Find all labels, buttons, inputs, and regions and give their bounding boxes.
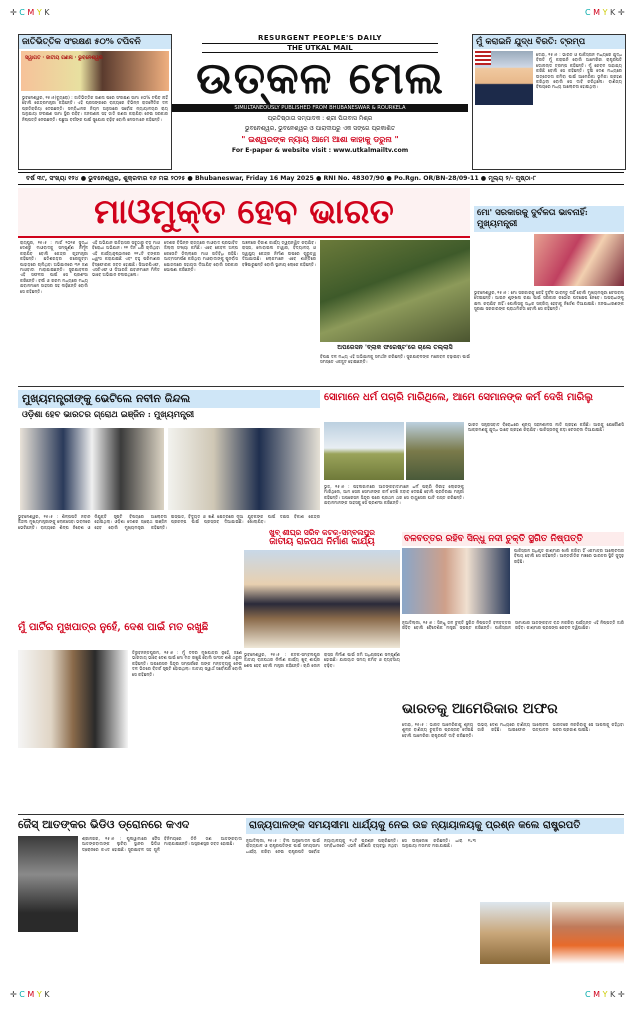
dateline-bar xyxy=(18,172,624,185)
divider-lower xyxy=(18,814,624,815)
registration-mark-bottom-right: C M Y K ✛ xyxy=(585,990,625,999)
america-story xyxy=(402,700,624,810)
masthead-odia-name: ଉତ୍କଳ ମେଲ xyxy=(196,53,444,104)
lead-photo xyxy=(320,240,470,342)
tharoor-body: ତିରୁବନନ୍ତପୁରମ, ୧୫।୫ : ମୁଁ ଦଳର ମୁଖପାତ୍ର ନୁହେଁ, ଜଣେ ଭାରତୀୟ ଭାବେ ଦେଶ ପାଇଁ ମୋ ମତ ରଖୁଛି ବୋଲି ସାଂସଦ ଶଶି ଥରୁର କହିଛନ୍ତି। ଅପରେସନ ସିନ୍ଦୂର ସମ୍ପର୍କରେ ତାଙ୍କ ମନ୍ତବ୍ୟକୁ ନେଇ ଦଳ ଭିତରେ ବିତର୍କ ସୃଷ୍ଟି ହୋଇଥିଲା। ଜାତୀୟ ସ୍ୱାର୍ଥ ସର୍ବୋପରି ବୋଲି ସେ କହିଛନ୍ତି। xyxy=(132,650,242,677)
army-photo-2 xyxy=(406,422,464,480)
registration-mark-top-right: C M Y K ✛ xyxy=(585,8,625,17)
dateline-price: ମୂଲ୍ୟ ୨/- ପୃଷ୍ଠା-୮ xyxy=(488,175,537,182)
right-top-body: ଦୋହା, ୧୫।୫ : ଭାରତ ଓ ପାକିସ୍ତାନ ମଧ୍ୟରେ ଯୁଦ୍ଧ ବିରତି ମୁଁ କରାଇନି ବୋଲି ଆମେରିକା ରାଷ୍ଟ୍ରପତି ଡୋନାଲ୍ଡ ଟ୍ରମ୍ପ କହିଛନ୍ତି। ମୁଁ କେବଳ ସାହାଯ୍ୟ କରିଛି ବୋଲି ସେ କହିଛନ୍ତି। ଦୁଇ ଦେଶ ମଧ୍ୟରେ ଉତ୍ତେଜନା କମିବା ପାଇଁ ଆମେରିକା ଭୂମିକା ଗ୍ରହଣ କରିଥିଲା ବୋଲି ସେ ଦାବି କରିଥିଲେ। ବାଣିଜ୍ୟ ବିଷୟରେ ମଧ୍ୟ ଆଲୋଚନା ହୋଇଥିଲା। xyxy=(536,52,622,90)
lead-col-1: ରାୟପୁର, ୧୫।୫ : ମାର୍ଚ୍ଚ ୨୦୨୬ ସୁଦ୍ଧା ଦେଶରୁ ମାଓବାଦକୁ ସମ୍ପୂର୍ଣ୍ଣ ନିର୍ମୂଳ କରାଯିବ ବୋଲି କେନ୍ଦ୍ର ଗୃହମନ୍ତ୍ରୀ କହିଛନ୍ତି। ଛତିଶଗଡ଼ର କରେଗୁଟ୍ଟା ପାହାଡ଼ରେ ଚାଲିଥିବା ଅଭିଯାନରେ ୩୧ ଜଣ ମାଓବାଦୀ ମାରାଯାଇଛନ୍ତି। ସୁରକ୍ଷାବଳର ଏହି ସଫଳତା ପାଇଁ ସେ ପ୍ରଶଂସା କରିଛନ୍ତି। ବର୍ଷା ଓ ଗରମ ମଧ୍ୟରେ ମଧ୍ୟ ଯବାନମାନେ ସାହସର ସହ ଲଢ଼ିଛନ୍ତି ବୋଲି ସେ କହିଛନ୍ତି। xyxy=(20,240,88,294)
jindal-photo-2 xyxy=(168,428,320,510)
tharoor-photo xyxy=(18,650,128,748)
lead-col-5: ବିପକ୍ଷ ଦଳ ମଧ୍ୟ ଏହି ଅଭିଯାନକୁ ସମର୍ଥନ କରିଛନ୍ତି। ସୁରକ୍ଷାବଳଙ୍କ ମନୋବଳ ବଢ଼ାଇବା ପାଇଁ ସମସ୍ତେ ଏକଜୁଟ ହୋଇଛନ୍ତି। xyxy=(320,354,470,365)
minister-story xyxy=(244,528,400,648)
lead-col-4: ଅଞ୍ଚଳରେ ବିକାଶ କାର୍ଯ୍ୟ ତ୍ୱରାନ୍ୱିତ କରାଯିବ। ରାସ୍ତା, ମୋବାଇଲ ଟାୱାର, ବିଦ୍ୟାଳୟ ଓ ସ୍ୱାସ୍ଥ୍ୟ କେନ୍ଦ୍ର ନିର୍ମାଣ ଉପରେ ଗୁରୁତ୍ୱ ଦିଆଯାଉଛି। ଲୋକମାନେ ଏବେ ଶାନ୍ତିରେ ବଞ୍ଚିପାରୁଛନ୍ତି ବୋଲି ସ୍ଥାନୀୟ ଲୋକେ କହିଛନ୍ତି। xyxy=(242,240,316,267)
right-top-story xyxy=(472,34,626,170)
masthead-founder: ପ୍ରତିଷ୍ଠାତା ସମ୍ପାଦକ : ଶ୍ରୀ ପିତାବାସ ମିଶ୍ର xyxy=(267,115,373,122)
masthead-edition: SIMULTANEOUSLY PUBLISHED FROM BHUBANESWAR & ROURKELA xyxy=(172,104,468,112)
tharoor-headline: ମୁଁ ପାର୍ଟିର ମୁଖପାତ୍ର ନୁହେଁ, ଦେଶ ପାଇଁ ମତ ରଖୁଛି xyxy=(18,622,209,633)
masthead-cities: ଭୁବନେଶ୍ୱର, ଭୁବନେଶ୍ୱର ଓ ପାରାଦୀପରୁ ଏକ ସଙ୍ଗେ ପ୍ରକାଶିତ xyxy=(244,125,396,132)
minister-headline: ଖୁବ୍ ଶୀଘ୍ର ସରିବ କଟକ-ସମ୍ବଲପୁର xyxy=(269,528,375,537)
indus-story xyxy=(402,532,624,697)
indus-headline: ବଳବତ୍ତର ରହିବ ସିନ୍ଧୁ ନଦୀ ଚୁକ୍ତି ସ୍ଥଗିତ ନିଷ୍ପତ୍ତି xyxy=(402,532,624,546)
lead-col-3: ଦେଶର ବିଭିନ୍ନ ରାଜ୍ୟରେ ମାଓବାଦ ପ୍ରଭାବିତ ଜିଲ୍ଲା ସଂଖ୍ୟା କମିଛି। ଏବେ କେବଳ ଅଳ୍ପ କେତୋଟି ଜିଲ୍ଲାରେ ମାଓ ଗତିବିଧି ରହିଛି। ଆତ୍ମସମର୍ପଣ କରିଥିବା ମାଓବାଦୀଙ୍କୁ ପୁନର୍ବାସ ଯୋଜନାରେ ସହାୟତା ଦିଆଯିବ ବୋଲି ସରକାର ଘୋଷଣା କରିଛନ୍ତି। xyxy=(164,240,238,273)
america-headline: ଭାରତକୁ ଆମେରିକାର ଅଫର xyxy=(402,701,558,717)
masthead xyxy=(172,34,468,168)
registration-mark-bottom-left: ✛ C M Y K xyxy=(10,990,50,999)
cm-story xyxy=(474,206,624,384)
jindal-body: ଭୁବନେଶ୍ୱର, ୧୫।୫ : ଶିଳ୍ପପତି ନବୀନ ଜିନ୍ଦଲ ମୁଖ୍ୟମନ୍ତ୍ରୀଙ୍କୁ ଲୋକସେବା ଭବନରେ ଭେଟିଛନ୍ତି। ରାଜ୍ୟରେ ଶିଳ୍ପ ନିବେଶ ଓ ନିଯୁକ୍ତି ସୃଷ୍ଟି ବିଷୟରେ ଆଲୋଚନା ହୋଇଥିଲା। ଓଡ଼ିଶା ଦେଶର ଗ୍ରୋଥ ଇଞ୍ଜିନ ହେବ ବୋଲି ମୁଖ୍ୟମନ୍ତ୍ରୀ କହିଛନ୍ତି। ଇସ୍ପାତ, ବିଦ୍ୟୁତ ଓ ଖଣି କ୍ଷେତ୍ରରେ ନୂଆ ପ୍ରକଳ୍ପ ପାଇଁ ପ୍ରସ୍ତାବ ଦିଆଯାଇଛି। ଯୁବକଙ୍କ ପାଇଁ ଦକ୍ଷତା ବିକାଶ କେନ୍ଦ୍ର ଖୋଲାଯିବ। xyxy=(18,514,320,530)
dateline-odia: ବର୍ଷ ୩୯, ସଂଖ୍ୟା ୧୨୪ ● ଭୁବନେଶ୍ୱର, ଶୁକ୍ରବାର ୧୬ ମଇ ୨୦୨୫ xyxy=(26,175,186,182)
army-story xyxy=(322,390,624,530)
indus-photo xyxy=(402,548,510,614)
minister-body: ଭୁବନେଶ୍ୱର, ୧୫।୫ : କଟକ-ସମ୍ବଲପୁର ଜାତୀୟ ରାଜପଥର ନିର୍ମାଣ କାର୍ଯ୍ୟ ଖୁବ୍ ଶୀଘ୍ର ଶେଷ ହେବ ବୋଲି ମନ୍ତ୍ରୀ କହିଛନ୍ତି। ଚାରି ଲେନ ରାସ୍ତା ନିର୍ମାଣ ପାଇଁ ଜମି ଅଧିଗ୍ରହଣ ସମ୍ପୂର୍ଣ୍ଣ ହୋଇଛି। ଯାତାୟାତ ସମୟ କମିବ ଓ ବ୍ୟବସାୟ ବଢ଼ିବ। xyxy=(244,652,400,668)
drone-body: ଶ୍ରୀନଗର, ୧୫।୫ : ପୁଲୱାମାରେ ଜୈସ ଆତଙ୍କବାଦୀଙ୍କ ଲୁଚିବା ସ୍ଥାନର ଭିଡିଓ ଡ୍ରୋନରେ କଏଦ ହୋଇଛି। ସୁରକ୍ଷାବଳ ସହ ଗୁଳି ବିନିମୟରେ ତିନି ଜଣ ଆତଙ୍କବାଦୀ ମାରାଯାଇଛନ୍ତି। ଅସ୍ତ୍ରଶସ୍ତ୍ର ଜବତ ହୋଇଛି। xyxy=(82,836,242,852)
lead-photo-caption: ଅପରେସନ 'ବ୍ଲାକ ଫରେଷ୍ଟ'ରେ ଚାଲେ ତଲ୍ଲାସି xyxy=(337,344,453,351)
army-body: ଭୁଜ, ୧୫।୫ : ପହଲଗାମରେ ଆତଙ୍କବାଦୀମାନେ ଧର୍ମ ପଚାରି ନିରୀହ ଲୋକଙ୍କୁ ମାରିଥିଲେ, ଆମ ସେନା ସେମାନଙ୍କ କର୍ମ ଦେଖି ଜବାବ ଦେଇଛି ବୋଲି ପ୍ରତିରକ୍ଷା ମନ୍ତ୍ରୀ କହିଛନ୍ତି। ଅପରେସନ ସିନ୍ଦୂର ପରେ ପ୍ରଥମ ଥର ସେ ବାୟୁସେନା ଘାଟି ଗସ୍ତ କରିଛନ୍ତି। ଯବାନମାନଙ୍କ ସାହସକୁ ସେ ପ୍ରଶଂସା କରିଛନ୍ତି। xyxy=(324,484,464,506)
masthead-english-name: THE UTKAL MAIL xyxy=(202,43,438,53)
cm-body: ଭୁବନେଶ୍ୱର, ୧୫।୫ : ମୋ ସରକାରକୁ କେହି ଦୁର୍ବଳ ଭାବନ୍ତୁ ନାହିଁ ବୋଲି ମୁଖ୍ୟମନ୍ତ୍ରୀ ଚେତାବନୀ ଦେଇଛନ୍ତି। ଆଇନ ଶୃଙ୍ଖଳା ରକ୍ଷା ପାଇଁ ସରକାର କଠୋର ପଦକ୍ଷେପ ନେବେ। ଅପରାଧୀଙ୍କୁ କ୍ଷମା କରାଯିବ ନାହିଁ। ପୋଲିସକୁ ଅଧିକ ସକ୍ରିୟ ହେବାକୁ ନିର୍ଦ୍ଦେଶ ଦିଆଯାଇଛି। ଜନସାଧାରଣଙ୍କ ସୁରକ୍ଷା ସରକାରଙ୍କ ପ୍ରାଥମିକତା ବୋଲି ସେ କହିଛନ୍ତି। xyxy=(474,290,624,312)
masthead-slogan: " ଇଶ୍ୱରଙ୍କ ନ୍ୟାୟ ଆମେ ଆଶା କାହାକୁ ଡରୁନା " xyxy=(241,135,399,144)
trump-photo xyxy=(475,51,533,105)
cm-photo xyxy=(534,234,624,286)
indus-side: ପାକିସ୍ତାନ ଅଧିକୃତ କାଶ୍ମୀର ଖାଲି କରିବା ହିଁ ଏକମାତ୍ର ଆଲୋଚନାର ବିଷୟ ବୋଲି ସେ କହିଛନ୍ତି। ଆନ୍ତର୍ଜାତିକ ମଞ୍ଚରେ ଭାରତର ସ୍ଥିତି ସୁଦୃଢ଼ ରହିଛି। xyxy=(514,548,624,564)
army-photo xyxy=(324,422,404,480)
president-headline: ରାଜ୍ୟପାଳଙ୍କ ସମୟସୀମା ଧାର୍ଯ୍ୟକୁ ନେଇ ଉଚ୍ଚ ନ୍ୟାୟାଳୟକୁ ପ୍ରଶ୍ନ କଲେ ରାଷ୍ଟ୍ରପତି xyxy=(246,818,624,834)
right-top-headline: ମୁଁ କରାଇନି ଯୁଦ୍ଧ ବିରତି: ଟ୍ରମ୍ପ xyxy=(473,35,625,49)
lead-col-2: ଏହି ଅଭିଯାନ ଇତିହାସର ସବୁଠାରୁ ବଡ଼ ମାଓ ବିରୋଧୀ ଅଭିଯାନ। ୨୧ ଦିନ ଧରି ଚାଲିଥିବା ଏହି କାର୍ଯ୍ୟାନୁଷ୍ଠାନରେ ୨୧୪ଟି ବଙ୍କର ଧ୍ୱଂସ କରାଯାଇଛି ଏବଂ ବହୁ ପରିମାଣର ବିସ୍ଫୋରକ ଜବତ ହୋଇଛି। ସିଆରପିଏଫ, ଏସଟିଏଫ ଓ ଡିଆରଜି ଯବାନମାନେ ମିଳିତ ଭାବେ ଅଭିଯାନ ଚଳାଇଥିଲେ। xyxy=(92,240,160,278)
minister-subhead: ଜାତୀୟ ରାଜପଥ ନିର୍ମାଣ କାର୍ଯ୍ୟ xyxy=(269,537,375,547)
tharoor-story xyxy=(18,622,242,812)
divider-lead xyxy=(18,386,624,387)
dateline-english: ● Bhubaneswar, Friday 16 May 2025 ● RNI No. 48307/90 ● Po.Rgn. OR/BN-28/09-11 ● xyxy=(187,175,487,182)
america-body: ଦୋହା, ୧୫।୫ : ଭାରତ ଆମେରିକାକୁ ଶୂନ୍ୟ ଶୁଳ୍କ ବାଣିଜ୍ୟ ଚୁକ୍ତିର ପ୍ରସ୍ତାବ ଦେଇଛି ବୋଲି ଆମେରିକା ରାଷ୍ଟ୍ରପତି ଦାବି କରିଛନ୍ତି। ଉଭୟ ଦେଶ ମଧ୍ୟରେ ବାଣିଜ୍ୟ ଆଲୋଚନା ଜାରି ରହିଛି। ଆଇଫୋନ ଉତ୍ପାଦନ ଭାରତରେ ନକରିବାକୁ ସେ ଆପଲକୁ କହିଥିବା ଖବର ପ୍ରକାଶ ପାଇଛି। xyxy=(402,722,624,738)
left-top-story xyxy=(18,34,172,170)
president-photo xyxy=(552,902,624,964)
army-side: ଭାରତ ସନ୍ତ୍ରାସବାଦ ବିରୋଧରେ ଶୂନ୍ୟ ସହନଶୀଳତା ନୀତି ଗ୍ରହଣ କରିଛି। ଆଗକୁ ଯେକୌଣସି ଆକ୍ରମଣକୁ ଯୁଦ୍ଧ ଭାବେ ଗ୍ରହଣ କରାଯିବ। ପାକିସ୍ତାନକୁ କଡ଼ା ଚେତାବନୀ ଦିଆଯାଇଛି। xyxy=(468,422,624,433)
supreme-court-photo xyxy=(480,902,550,964)
drone-story xyxy=(18,818,242,988)
left-top-headline: ଜାତିଭିତ୍ତିକ ସଂରକ୍ଷଣ ୫୦% ଟପିବନି xyxy=(19,35,171,49)
registration-mark-top-left: ✛ C M Y K xyxy=(10,8,50,17)
president-story xyxy=(246,818,624,988)
left-top-photo xyxy=(21,51,169,91)
left-top-body: ଭୁବନେଶ୍ୱର, ୧୫।୫(ବ୍ୟୁରୋ) : ଜାତିଭିତ୍ତିକ ଗଣନା ପରେ ସଂରକ୍ଷଣ ସୀମା ୫୦% ଟପିବ ନାହିଁ ବୋଲି କେନ୍ଦ୍ରମନ୍ତ୍ରୀ କହିଛନ୍ତି। ଏହି ପ୍ରସଙ୍ଗରେ ରାଜ୍ୟରେ ବିଭିନ୍ନ ରାଜନୈତିକ ଦଳ ପ୍ରତିକ୍ରିୟା ଦେଇଛନ୍ତି। ସମ୍ବିଧାନର ନିୟମ ଅନୁସାରେ ସର୍ବୋଚ୍ଚ ନ୍ୟାୟାଳୟର ରାୟ ଅନୁଯାୟୀ ସଂରକ୍ଷଣ ସୀମା ସ୍ଥିର ରହିବ। ଜନଗଣନା ସହ ଜାତି ଗଣନା କରାଯିବା ନେଇ ସରକାର ନିଷ୍ପତ୍ତି ନେଇଛନ୍ତି। ପଛୁଆ ବର୍ଗଙ୍କ ପାଇଁ ସୁଯୋଗ ବଢ଼ିବ ବୋଲି ନେତାମାନେ କହିଛନ୍ତି। xyxy=(22,95,168,122)
army-headline: ସୋମାନେ ଧର୍ମ ପଚାରି ମାରିଥିଲେ, ଆମେ ସେମାନଙ୍କ କର୍ମ ଦେଖି ମାରିଲୁ xyxy=(324,392,593,403)
jindal-photo xyxy=(20,428,164,510)
masthead-tagline: RESURGENT PEOPLE'S DAILY xyxy=(257,34,382,42)
drone-headline: ଜୈସ୍ ଆତଙ୍କର ଭିଡିଓ ଡ୍ରୋନରେ କଏଦ xyxy=(18,818,190,831)
president-body: ନୂଆଦିଲ୍ଲୀ, ୧୫।୫ : ବିଲ ଅନୁମୋଦନ ପାଇଁ ରାଜ୍ୟପାଳ ଓ ରାଷ୍ଟ୍ରପତିଙ୍କ ପାଇଁ ସମୟସୀମା ଧାର୍ଯ୍ୟ କରିବା ନେଇ ରାଷ୍ଟ୍ରପତି ସର୍ବୋଚ୍ଚ ନ୍ୟାୟାଳୟକୁ ୧୪ଟି ପ୍ରଶ୍ନ ପଚାରିଛନ୍ତି। ସମ୍ବିଧାନରେ ଏଭଳି କୌଣସି ବ୍ୟବସ୍ଥା ନଥିବା ସେ ଉଲ୍ଲେଖ କରିଛନ୍ତି। ଧାରା ୧୪୩ ଅନୁଯାୟୀ ମତାମତ ମଗାଯାଇଛି। xyxy=(246,838,476,854)
lead-headline: ମାଓମୁକ୍ତ ହେବ ଭାରତ xyxy=(18,188,470,238)
photo-banner-text: ସ୍ୱାଗତ · ଜାତୀୟ ଗଣନା · ଭୁବନେଶ୍ୱର xyxy=(25,55,103,61)
minister-photo xyxy=(244,550,400,648)
jindal-headline: ମୁଖ୍ୟମନ୍ତ୍ରୀଙ୍କୁ ଭେଟିଲେ ନବୀନ ଜିନ୍ଦଲ xyxy=(18,390,320,408)
drone-photo xyxy=(18,836,78,932)
indus-body: ନୂଆଦିଲ୍ଲୀ, ୧୫।୫ : ସିନ୍ଧୁ ଜଳ ଚୁକ୍ତି ସ୍ଥଗିତ ନିଷ୍ପତ୍ତି ବଳବତ୍ତର ରହିବ ବୋଲି ବୈଦେଶିକ ମନ୍ତ୍ରୀ ସ୍ପଷ୍ଟ କରିଛନ୍ତି। ପାକିସ୍ତାନ ସୀମାପାର ଆତଙ୍କବାଦ ବନ୍ଦ ନକରିବା ପର୍ଯ୍ୟନ୍ତ ଏହି ନିଷ୍ପତ୍ତି ଜାରି ରହିବ। କାଶ୍ମୀର ପ୍ରସଙ୍ଗ କେବଳ ଦ୍ୱିପାକ୍ଷିକ। xyxy=(402,620,624,631)
jindal-subhead: ଓଡ଼ିଶା ହେବ ଭାରତର ଗ୍ରୋଥ ଇଞ୍ଜିନ : ମୁଖ୍ୟମନ୍ତ୍ରୀ xyxy=(22,410,195,420)
masthead-website[interactable]: For E-paper & website visit : www.utkalmailtv.com xyxy=(231,147,409,154)
cm-headline: ମୋ' ସରକାରକୁ ଦୁର୍ବଳତା ଭାବନାହିଁ: ମୁଖ୍ୟମନ୍ତ୍ରୀ xyxy=(474,206,624,232)
